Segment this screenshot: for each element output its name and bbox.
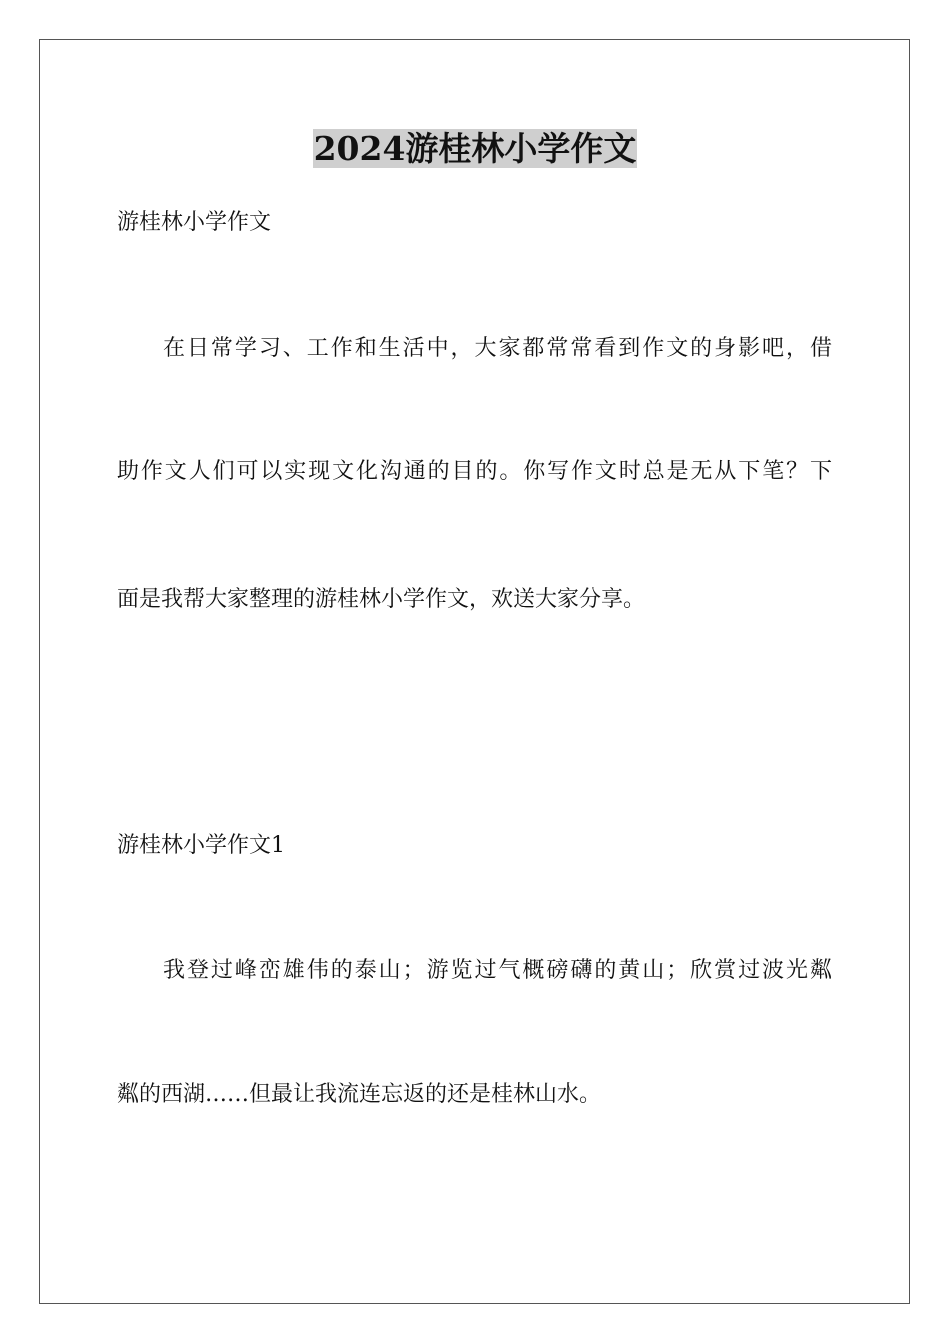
section-1-line-1: 我登过峰峦雄伟的泰山；游览过气概磅礴的黄山；欣赏过波光粼 [163, 958, 832, 983]
section-1-heading: 游桂林小学作文1 [117, 833, 285, 858]
intro-line-2: 助作文人们可以实现文化沟通的目的。你写作文时总是无从下笔？下 [117, 459, 832, 484]
document-title [0, 128, 950, 170]
intro-line-1: 在日常学习、工作和生活中，大家都常常看到作文的身影吧，借 [163, 336, 832, 361]
document-title-text: 2024游桂林小学作文 [313, 129, 637, 168]
section-1-line-2: 粼的西湖……但最让我流连忘返的还是桂林山水。 [117, 1082, 602, 1107]
intro-line-3: 面是我帮大家整理的游桂林小学作文，欢送大家分享。 [117, 587, 646, 612]
document-subtitle: 游桂林小学作文 [117, 210, 272, 235]
